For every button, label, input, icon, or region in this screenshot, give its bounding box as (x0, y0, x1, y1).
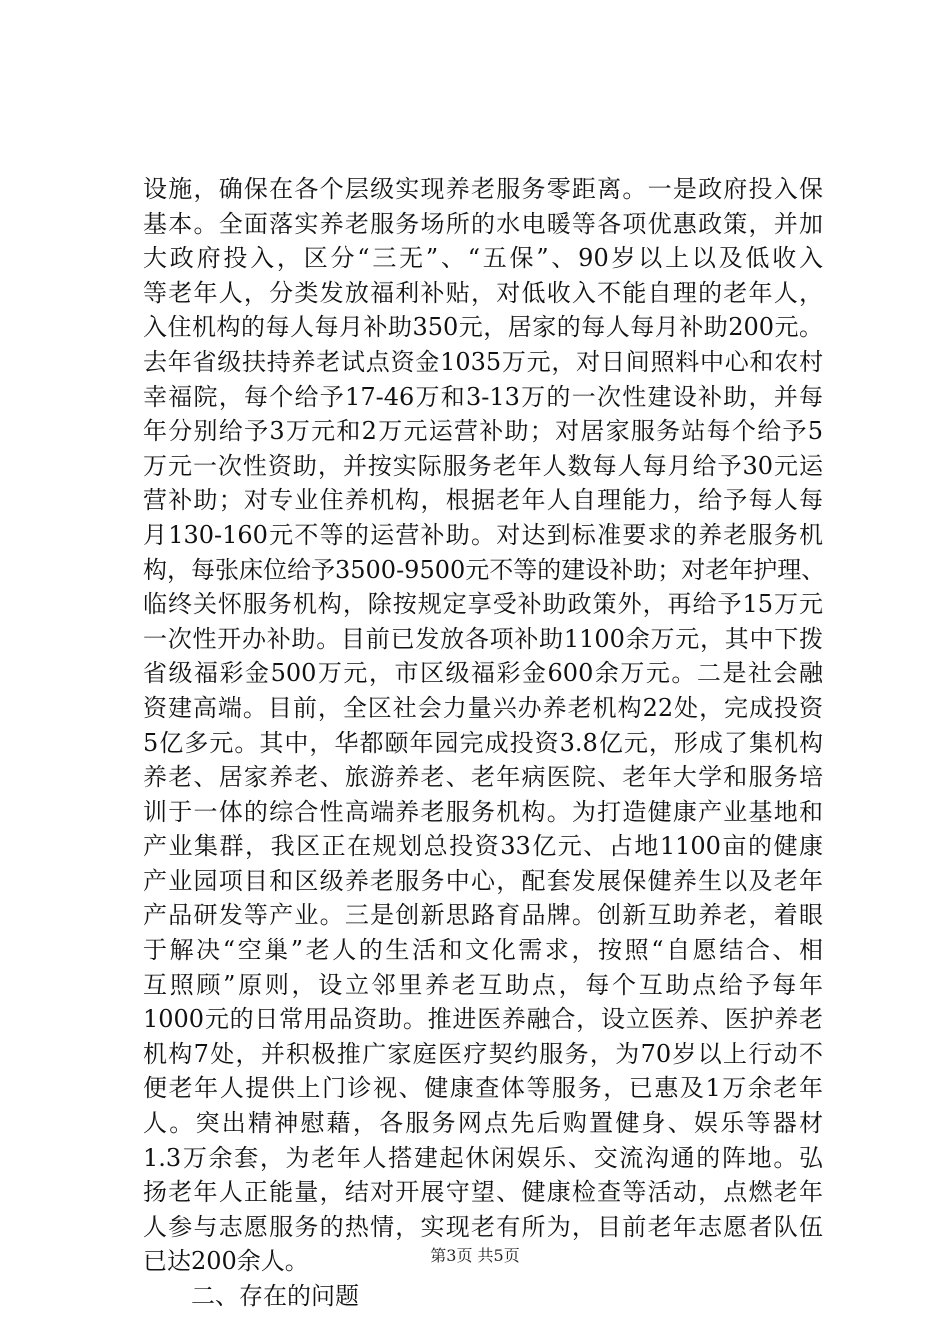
text-line: 人。突出精神慰藉，各服务网点先后购置健身、娱乐等器材 (143, 1109, 823, 1138)
text-line: 月130-160元不等的运营补助。对达到标准要求的养老服务机 (143, 520, 823, 549)
text-line: 养老、居家养老、旅游养老、老年病医院、老年大学和服务培 (143, 763, 823, 792)
text-line: 产业园项目和区级养老服务中心，配套发展保健养生以及老年 (143, 866, 823, 895)
text-line: 互照顾”原则，设立邻里养老互助点，每个互助点给予每年 (143, 970, 823, 999)
page-footer: 第3页 共5页 (430, 1246, 520, 1265)
text-line: 训于一体的综合性高端养老服务机构。为打造健康产业基地和 (143, 797, 823, 826)
body-paragraph (143, 172, 826, 1314)
text-line: 1000元的日常用品资助。推进医养融合，设立医养、医护养老 (143, 1005, 823, 1034)
text-line: 5亿多元。其中，华都颐年园完成投资3.8亿元，形成了集机构 (143, 728, 823, 757)
text-line: 产业集群，我区正在规划总投资33亿元、占地1100亩的健康 (143, 832, 823, 861)
text-line: 省级福彩金500万元，市区级福彩金600余万元。二是社会融 (143, 659, 823, 688)
text-line: 资建高端。目前，全区社会力量兴办养老机构22处，完成投资 (143, 693, 823, 722)
text-line: 机构7处，并积极推广家庭医疗契约服务，为70岁以上行动不 (143, 1039, 823, 1068)
text-line: 临终关怀服务机构，除按规定享受补助政策外，再给予15万元 (143, 590, 823, 619)
text-line: 人参与志愿服务的热情，实现老有所为，目前老年志愿者队伍 (143, 1212, 823, 1241)
text-line: 一次性开办补助。目前已发放各项补助1100余万元，其中下拨 (143, 624, 823, 653)
text-line: 营补助；对专业住养机构，根据老年人自理能力，给予每人每 (143, 486, 823, 515)
text-line: 万元一次性资助，并按实际服务老年人数每人每月给予30元运 (143, 451, 823, 480)
text-line: 年分别给予3万元和2万元运营补助；对居家服务站每个给予5 (143, 417, 823, 446)
text-line: 幸福院，每个给予17-46万和3-13万的一次性建设补助，并每 (143, 382, 823, 411)
text-line: 构，每张床位给予3500-9500元不等的建设补助；对老年护理、 (143, 555, 826, 584)
text-line: 入住机构的每人每月补助350元，居家的每人每月补助200元。 (143, 313, 823, 342)
text-line: 于解决“空巢”老人的生活和文化需求，按照“自愿结合、相 (143, 936, 823, 965)
text-line: 已达200余人。 (143, 1247, 309, 1276)
text-line: 1.3万余套，为老年人搭建起休闲娱乐、交流沟通的阵地。弘 (143, 1143, 823, 1172)
text-line: 设施，确保在各个层级实现养老服务零距离。一是政府投入保 (143, 175, 823, 203)
text-line: 去年省级扶持养老试点资金1035万元，对日间照料中心和农村 (143, 347, 823, 376)
text-line: 基本。全面落实养老服务场所的水电暖等各项优惠政策，并加 (143, 209, 823, 238)
text-line: 扬老年人正能量，结对开展守望、健康检查等活动，点燃老年 (143, 1178, 823, 1207)
text-line: 等老年人，分类发放福利补贴，对低收入不能自理的老年人， (143, 278, 823, 307)
text-line: 大政府投入，区分“三无”、“五保”、90岁以上以及低收入 (143, 244, 823, 273)
section-heading: 二、存在的问题 (191, 1282, 359, 1310)
text-line: 产品研发等产业。三是创新思路育品牌。创新互助养老，着眼 (143, 901, 823, 930)
text-line: 便老年人提供上门诊视、健康查体等服务，已惠及1万余老年 (143, 1074, 823, 1103)
